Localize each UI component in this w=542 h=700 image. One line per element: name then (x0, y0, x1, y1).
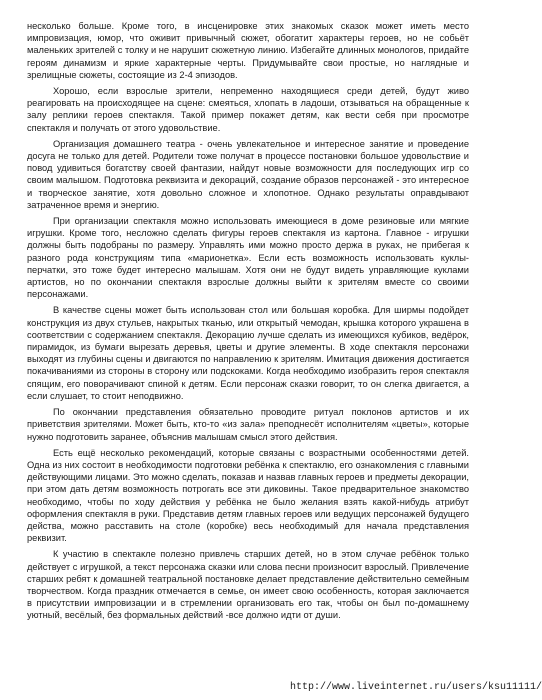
source-url: http://www.liveinternet.ru/users/ksu11111/ (290, 682, 542, 693)
paragraph-5: В качестве сцены может быть использован стол или большая коробка. Для ширмы подойдет конструкция из двух стульев, накрытых тканью, или открытый чемодан, крышка которого украшена в соответствии с содержанием спектакля. Декорацию лучше сделать из имеющихся кубиков, ведёрок, пирамидок, из бумаги вырезать деревья, цветы и другие элементы. В ходе спектакля персонажи выходят из глубины сцены и двигаются по направлению к зрителям. Имитация движения достигается покачиваниями из стороны в сторону или подскоками. Когда необходимо изобразить героя спектакля спящим, его поворачивают спиной к детям. Если персонаж сказки говорит, то он слегка двигается, а если слушает, то стоит неподвижно. (27, 305, 469, 401)
paragraph-1: несколько больше. Кроме того, в инсценировке этих знакомых сказок может иметь место импровизация, юмор, что оживит привычный сюжет, обогатит характеры героев, но не собьёт маленьких зрителей с толку и не нарушит сюжетную линию. Избегайте длинных монологов, придайте героям динамизм и яркие характерные черты. Придумывайте свои простые, но наглядные и зрелищные сюжеты, состоящие из 2-4 эпизодов. (27, 21, 469, 80)
paragraph-6: По окончании представления обязательно проводите ритуал поклонов артистов и их приветствия зрителями. Может быть, кто-то «из зала» преподнесёт исполнителям «цветы», которые нужно подготовить заранее, объяснив малышам смысл этого действия. (27, 407, 469, 442)
document-page (27, 20, 469, 626)
paragraph-3: Организация домашнего театра - очень увлекательное и интересное занятие и проведение досуга не только для детей. Родители тоже получат в процессе постановки большое удовольствие и повод удивиться богатству своей фантазии, найдут новые возможности для последующих игр со своим малышом. Подготовка реквизита и декораций, создание образов персонажей - это интересное и творческое занятие, хотя довольно сложное и хлопотное. Однако результаты оправдывают затраченное время и энергию. (27, 138, 469, 210)
paragraph-2: Хорошо, если взрослые зрители, непременно находящиеся среди детей, будут живо реагировать на происходящее на сцене: смеяться, хлопать в ладоши, отзываться на обращенные к залу реплики героев спектакля. Такой пример покажет детям, как вести себя при просмотре спектакля и получать от этого удовольствие. (27, 86, 469, 133)
paragraph-7: Есть ещё несколько рекомендаций, которые связаны с возрастными особенностями детей. Одна из них состоит в необходимости подготовки ребёнка к спектаклю, его ознакомления с главными действующими лицами. Это можно сделать, показав и назвав главных героев и предметы декорации, при этом дать детям возможность потрогать все эти диковины. Такое предварительное знакомство необходимо, чтобы по ходу действия у ребёнка не было желания взять какой-нибудь атрибут оформления спектакля в руки. Представив детям главных героев или ведущих персонажей будущего действа, можно расставить на столе (коробке) весь необходимый для начала представления реквизит. (27, 447, 469, 544)
paragraph-4: При организации спектакля можно использовать имеющиеся в доме резиновые или мягкие игрушки. Кроме того, несложно сделать фигуры героев спектакля из картона. Главное - игрушки должны быть подобраны по размеру. Управлять ими можно просто держа в руках, не прибегая к разного рода конструкциям типа «марионетка». Если есть возможность использовать куклы-перчатки, это тоже будет интересно малышам. Хотя они не будут видеть управляющие куклами артистов, но по окончании спектакля взрослые должны выйти к зрителям вместе со своими персонажами. (27, 216, 469, 300)
paragraph-8: К участию в спектакле полезно привлечь старших детей, но в этом случае ребёнок только действует с игрушкой, а текст персонажа сказки или слова песни произносит взрослый. Привлечение старших ребят к домашней театральной постановке делает представление действительно семейным творчеством. Когда праздник отмечается в семье, он имеет свою особенность, которая заключается в присутствии импровизации и в стремлении организовать его так, чтобы он был по-домашнему уютный, весёлый, без формальных действий -все должно идти от души. (27, 549, 469, 621)
